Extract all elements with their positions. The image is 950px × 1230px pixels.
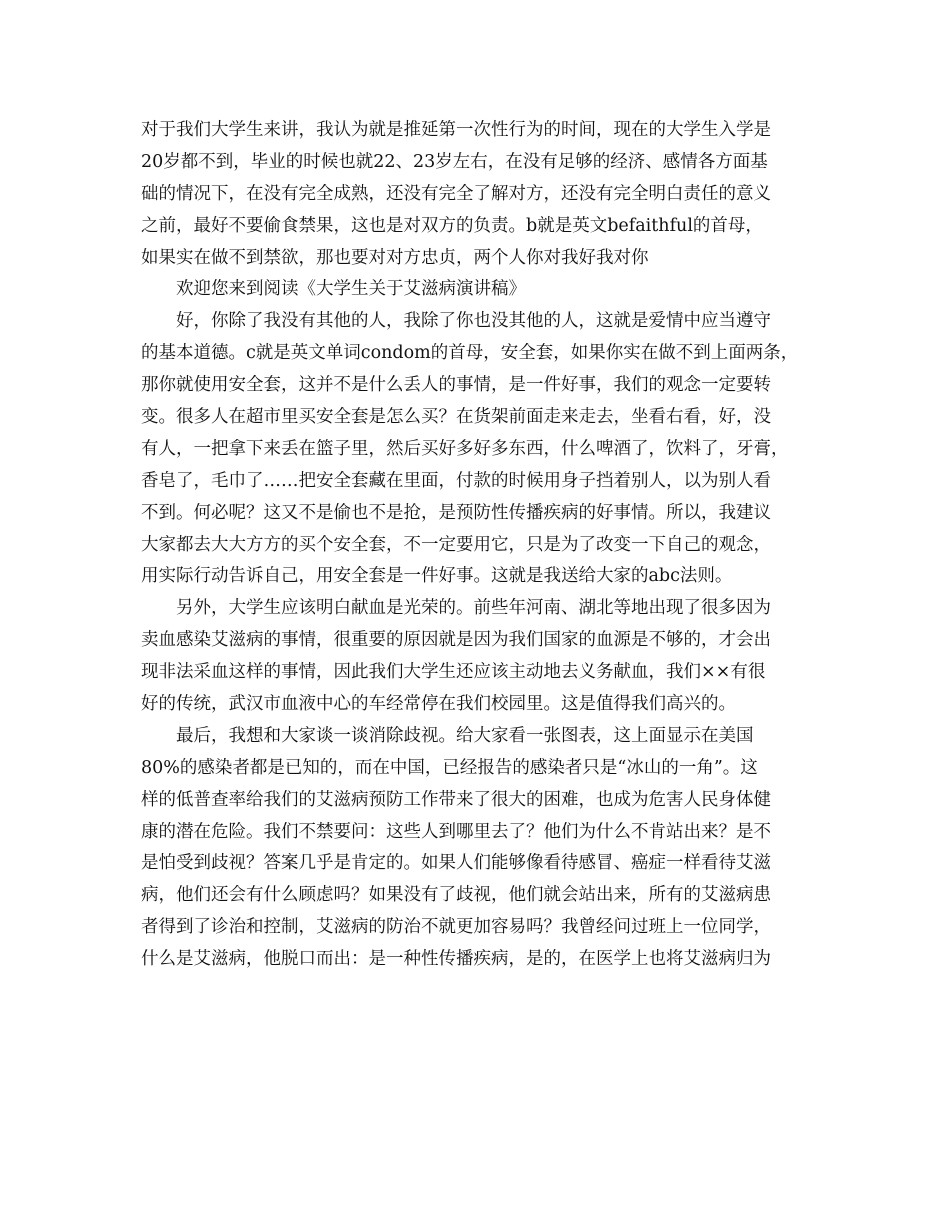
text-line: 20岁都不到，毕业的时候也就22、23岁左右，在没有足够的经济、感情各方面基 [141, 151, 768, 172]
text-line: 80%的感染者都是已知的，而在中国，已经报告的感染者只是“冰山的一角”。这 [141, 757, 758, 778]
text-line: 病，他们还会有什么顾虑吗？如果没有了歧视，他们就会站出来，所有的艾滋病患 [141, 885, 771, 906]
document-body [141, 115, 813, 976]
text-line: 香皂了，毛巾了……把安全套藏在里面，付款的时候用身子挡着别人，以为别人看 [141, 470, 771, 491]
text-line: 欢迎您来到阅读《大学生关于艾滋病演讲稿》 [176, 279, 526, 300]
text-line: 础的情况下，在没有完全成熟，还没有完全了解对方，还没有完全明白责任的意义 [141, 183, 771, 204]
text-line: 什么是艾滋病，他脱口而出：是一种性传播疾病，是的，在医学上也将艾滋病归为 [141, 949, 771, 970]
text-line: 的基本道德。c就是英文单词condom的首母，安全套，如果你实在做不到上面两条， [141, 343, 799, 364]
text-line: 大家都去大大方方的买个安全套，不一定要用它，只是为了改变一下自己的观念， [141, 534, 771, 555]
text-line: 不到。何必呢？这又不是偷也不是抢，是预防性传播疾病的好事情。所以，我建议 [141, 502, 771, 523]
text-line: 卖血感染艾滋病的事情，很重要的原因就是因为我们国家的血源是不够的，才会出 [141, 630, 771, 651]
text-line: 对于我们大学生来讲，我认为就是推延第一次性行为的时间，现在的大学生入学是 [141, 120, 771, 140]
text-line: 用实际行动告诉自己，用安全套是一件好事。这就是我送给大家的abc法则。 [141, 566, 733, 587]
text-line: 好的传统，武汉市血液中心的车经常停在我们校园里。这是值得我们高兴的。 [141, 694, 736, 715]
text-line: 是怕受到歧视？答案几乎是肯定的。如果人们能够像看待感冒、癌症一样看待艾滋 [141, 853, 771, 874]
text-line: 如果实在做不到禁欲，那也要对对方忠贞，两个人你对我好我对你 [141, 247, 649, 268]
text-line: 现非法采血这样的事情，因此我们大学生还应该主动地去义务献血，我们××有很 [141, 662, 766, 683]
text-line: 最后，我想和大家谈一谈消除歧视。给大家看一张图表，这上面显示在美国 [176, 725, 754, 746]
text-line: 有人，一把拿下来丢在篮子里，然后买好多好多东西，什么啤酒了，饮料了，牙膏， [141, 438, 789, 459]
text-line: 好，你除了我没有其他的人，我除了你也没其他的人，这就是爱情中应当遵守 [176, 311, 771, 332]
text-line: 那你就使用安全套，这并不是什么丢人的事情，是一件好事，我们的观念一定要转 [141, 375, 771, 396]
text-line: 康的潜在危险。我们不禁要问：这些人到哪里去了？他们为什么不肯站出来？是不 [141, 821, 771, 842]
text-line: 样的低普查率给我们的艾滋病预防工作带来了很大的困难，也成为危害人民身体健 [141, 789, 771, 810]
text-line: 另外，大学生应该明白献血是光荣的。前些年河南、湖北等地出现了很多因为 [176, 598, 771, 619]
text-line: 变。很多人在超市里买安全套是怎么买？在货架前面走来走去，坐看右看，好，没 [141, 407, 771, 428]
text-line: 之前，最好不要偷食禁果，这也是对双方的负责。b就是英文befaithful的首母， [141, 215, 763, 236]
text-line: 者得到了诊治和控制，艾滋病的防治不就更加容易吗？我曾经问过班上一位同学， [141, 917, 771, 938]
